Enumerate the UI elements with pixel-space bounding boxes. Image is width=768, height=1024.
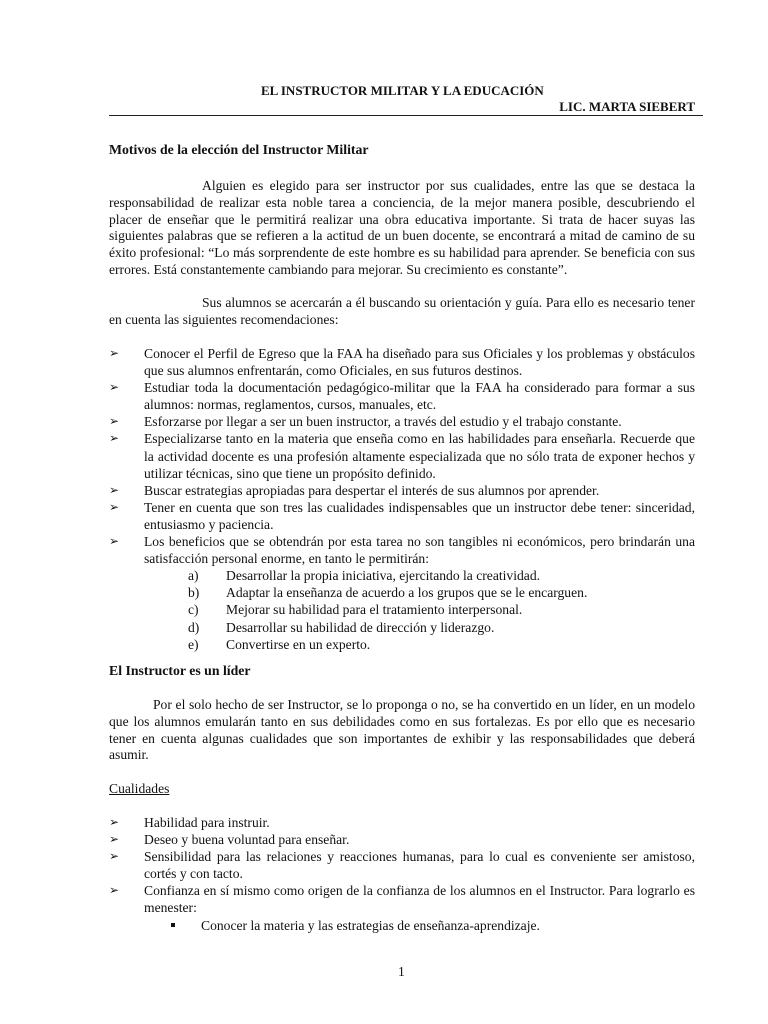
list-item: ➢ Confianza en sí mismo como origen de la confianza de los alumnos en el Instructor. Para lograrlo es menester: Conocer la materia y las estrategias de enseñanza-aprendizaje. <box>109 883 695 933</box>
list-item: ➢ Buscar estrategias apropiadas para despertar el interés de sus alumnos por aprender. <box>109 482 600 498</box>
sublist-item: d) Desarrollar su habilidad de dirección y liderazgo. <box>188 619 495 635</box>
arrow-bullet-icon: ➢ <box>109 414 120 429</box>
qualities-list <box>109 814 695 934</box>
document-author: LIC. MARTA SIEBERT <box>559 99 695 114</box>
paragraph-motivos-2: Sus alumnos se acercarán a él buscando su orientación y guía. Para ello es necesario tener en cuenta las siguientes recomendaciones: <box>109 295 695 327</box>
list-item: ➢ Conocer el Perfil de Egreso que la FAA ha diseñado para sus Oficiales y los problemas y obstáculos que sus alumnos enfrentarán, como Oficiales, en sus futuros destinos. <box>109 346 695 379</box>
sublist-item: b) Adaptar la enseñanza de acuerdo a los grupos que se le encarguen. <box>188 585 588 601</box>
square-bullet-icon <box>171 923 175 927</box>
section-title-motivos: Motivos de la elección del Instructor Militar <box>109 142 369 157</box>
arrow-bullet-icon: ➢ <box>109 380 120 395</box>
paragraph-motivos-1: Alguien es elegido para ser instructor por sus cualidades, entre las que se destaca la responsabilidad de realizar esta noble tarea a conciencia, de la mejor manera posible, descubriendo el placer de enseñar que le permitirá realizar una obra educativa importante. Si trata de hacer suyas las siguientes palabras que se refieren a la actitud de un buen docente, se encontrará a mitad de camino de su éxito profesional: “Lo más sorprendente de este hombre es su habilidad para aprender. Se beneficia con sus errores. Está constantemente cambiando para mejorar. Su crecimiento es constante”. <box>109 178 695 277</box>
benefits-sublist <box>144 567 695 652</box>
arrow-bullet-icon: ➢ <box>109 534 120 549</box>
list-item: ➢ Tener en cuenta que son tres las cualidades indispensables que un instructor debe tener: sinceridad, entusiasmo y paciencia. <box>109 499 695 532</box>
arrow-bullet-icon: ➢ <box>109 849 120 864</box>
arrow-bullet-icon: ➢ <box>109 883 120 898</box>
page-number: 1 <box>398 964 405 979</box>
sublist-item: e) Convertirse en un experto. <box>188 636 371 652</box>
sublist-item: Conocer la materia y las estrategias de enseñanza-aprendizaje. <box>144 917 695 934</box>
recommendations-list <box>109 345 695 653</box>
list-item: ➢ Especializarse tanto en la materia que enseña como en las habilidades para enseñarla. Recuerde que la actividad docente es una profesión altamente especializada que no sólo trata de exponer hechos y utilizar técnicas, sino que tiene un propósito definido. <box>109 431 695 481</box>
arrow-bullet-icon: ➢ <box>109 482 120 497</box>
arrow-bullet-icon: ➢ <box>109 499 120 514</box>
subtitle-cualidades: Cualidades <box>109 781 170 796</box>
list-item: ➢ Estudiar toda la documentación pedagógico-militar que la FAA ha considerado para formar a sus alumnos: normas, reglamentos, cursos, manuales, etc. <box>109 380 695 413</box>
section-title-lider: El Instructor es un líder <box>109 663 251 678</box>
document-title: EL INSTRUCTOR MILITAR Y LA EDUCACIÓN <box>261 83 544 98</box>
list-item: ➢ Esforzarse por llegar a ser un buen instructor, a través del estudio y el trabajo constante. <box>109 414 622 430</box>
sublist-item: a) Desarrollar la propia iniciativa, ejercitando la creatividad. <box>188 568 541 584</box>
arrow-bullet-icon: ➢ <box>109 431 120 446</box>
square-bullet-sublist <box>144 917 695 934</box>
list-item: ➢ Habilidad para instruir. <box>109 815 270 830</box>
arrow-bullet-icon: ➢ <box>109 832 120 847</box>
list-item: ➢ Sensibilidad para las relaciones y reacciones humanas, para lo cual es conveniente ser amistoso, cortés y con tacto. <box>109 849 695 882</box>
list-item: ➢ Los beneficios que se obtendrán por esta tarea no son tangibles ni económicos, pero brindarán una satisfacción personal enorme, en tanto le permitirán: a) Desarrollar la propia iniciativa, ejercitando la creatividad. b) Adaptar la enseñanza de acuerdo a los grupos que se le encarguen. c) Mejorar su habilidad para el tratamiento interpersonal. d) Desarrollar su habilidad de dirección y liderazgo. e) Convertirse en un experto. <box>109 534 695 652</box>
list-item: ➢ Deseo y buena voluntad para enseñar. <box>109 832 350 848</box>
arrow-bullet-icon: ➢ <box>109 815 120 829</box>
header-rule <box>109 115 703 116</box>
arrow-bullet-icon: ➢ <box>109 346 120 360</box>
sublist-item: c) Mejorar su habilidad para el tratamiento interpersonal. <box>188 602 523 618</box>
paragraph-lider-1: Por el solo hecho de ser Instructor, se lo proponga o no, se ha convertido en un líder, en un modelo que los alumnos emularán tanto en sus debilidades como en sus fortalezas. Es por ello que es necesario tener en cuenta algunas cualidades que son importantes de exhibir y las responsabilidades que deberá asumir. <box>109 697 695 763</box>
